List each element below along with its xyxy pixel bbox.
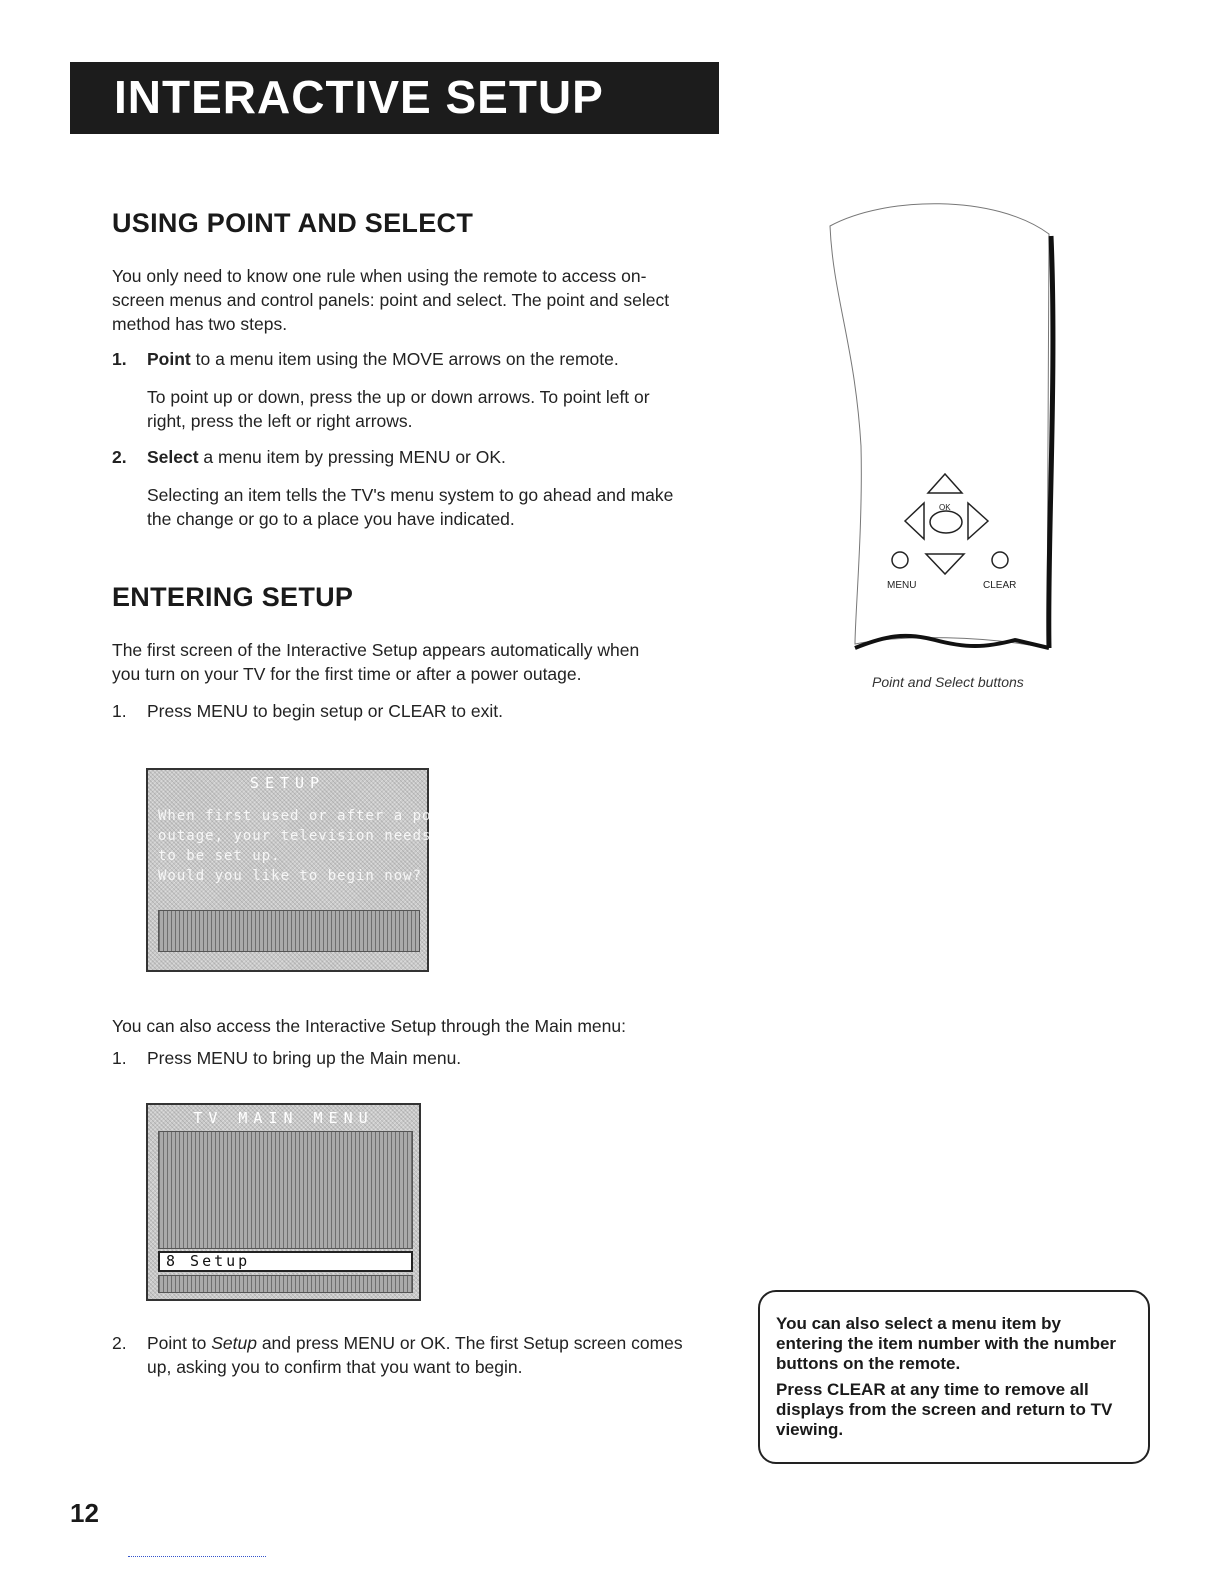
step-number: 1. xyxy=(112,349,127,369)
menu-label: MENU xyxy=(887,580,917,591)
step-number: 2. xyxy=(112,447,127,467)
section2-intro xyxy=(112,638,722,686)
screen-line: outage, your television needs xyxy=(158,828,432,844)
step-point-setup xyxy=(147,1331,727,1379)
setup-screen-image xyxy=(146,768,460,972)
step-line: up, asking you to confirm that you want to begin. xyxy=(147,1357,523,1377)
detail-line: To point up or down, press the up or down arrows. To point left or xyxy=(147,387,650,407)
screen-title: TV MAIN MENU xyxy=(193,1109,374,1127)
menu-footer-band xyxy=(158,1275,413,1293)
footer-divider xyxy=(128,1556,266,1557)
page-number: 12 xyxy=(70,1498,99,1528)
step-text: to a menu item using the MOVE arrows on the remote. xyxy=(190,349,619,369)
also-access-text: You can also access the Interactive Setup through the Main menu: xyxy=(112,1016,626,1036)
step-select-detail xyxy=(147,483,727,531)
page-banner xyxy=(70,62,719,134)
text-run: and press MENU or OK. The first Setup screen comes xyxy=(256,1333,683,1353)
step-keyword: Point xyxy=(147,349,191,369)
step-text: a menu item by pressing MENU or OK. xyxy=(198,447,506,467)
step-keyword: Select xyxy=(147,447,199,467)
intro-line: You only need to know one rule when using the remote to access on- xyxy=(112,266,647,286)
remote-edge xyxy=(1049,236,1053,648)
step-number: 1. xyxy=(112,701,127,721)
tip-box xyxy=(758,1290,1150,1464)
remote-caption: Point and Select buttons xyxy=(872,674,1024,690)
clear-label: CLEAR xyxy=(983,580,1017,591)
italic-setup: Setup xyxy=(211,1333,257,1353)
detail-line: Selecting an item tells the TV's menu system to go ahead and make xyxy=(147,485,674,505)
intro-line: method has two steps. xyxy=(112,314,288,334)
menu-items-band xyxy=(158,1131,413,1249)
remote-illustration xyxy=(825,196,1055,666)
step-select xyxy=(147,445,727,469)
text-run: Point to xyxy=(147,1333,212,1353)
screen-title: SETUP xyxy=(249,774,326,792)
step-point xyxy=(147,347,727,371)
tip-text: Press CLEAR at any time to remove all displays from the screen and return to TV viewing. xyxy=(776,1380,1113,1439)
step-text: Press MENU to bring up the Main menu. xyxy=(147,1048,462,1068)
detail-line: the change or go to a place you have indicated. xyxy=(147,509,515,529)
section-heading-entering-setup: ENTERING SETUP xyxy=(112,582,354,612)
step-number: 2. xyxy=(112,1333,127,1353)
screen-line: Would you like to begin now? xyxy=(158,868,423,884)
menu-selected-item: 8 Setup xyxy=(158,1251,413,1272)
detail-line: right, press the left or right arrows. xyxy=(147,411,413,431)
step-line xyxy=(147,1331,727,1355)
step-number: 1. xyxy=(112,1048,127,1068)
screen-options-band xyxy=(158,910,420,952)
banner-title: INTERACTIVE SETUP xyxy=(114,71,604,123)
intro-line: you turn on your TV for the first time or after a power outage. xyxy=(112,664,582,684)
step-text: Press MENU to begin setup or CLEAR to exit. xyxy=(147,701,503,721)
screen-line: to be set up. xyxy=(158,848,281,864)
main-menu-screen-image xyxy=(146,1103,421,1301)
section-heading-point-select: USING POINT AND SELECT xyxy=(112,208,474,238)
screen-line: When first used or after a power xyxy=(158,808,460,824)
tip-text: You can also select a menu item by entering the item number with the number buttons on the remote. xyxy=(776,1314,1117,1373)
intro-line: screen menus and control panels: point and select. The point and select xyxy=(112,290,670,310)
section1-intro xyxy=(112,264,722,336)
intro-line: The first screen of the Interactive Setup appears automatically when xyxy=(112,640,640,660)
step-point-detail xyxy=(147,385,727,433)
ok-label: OK xyxy=(939,503,951,512)
